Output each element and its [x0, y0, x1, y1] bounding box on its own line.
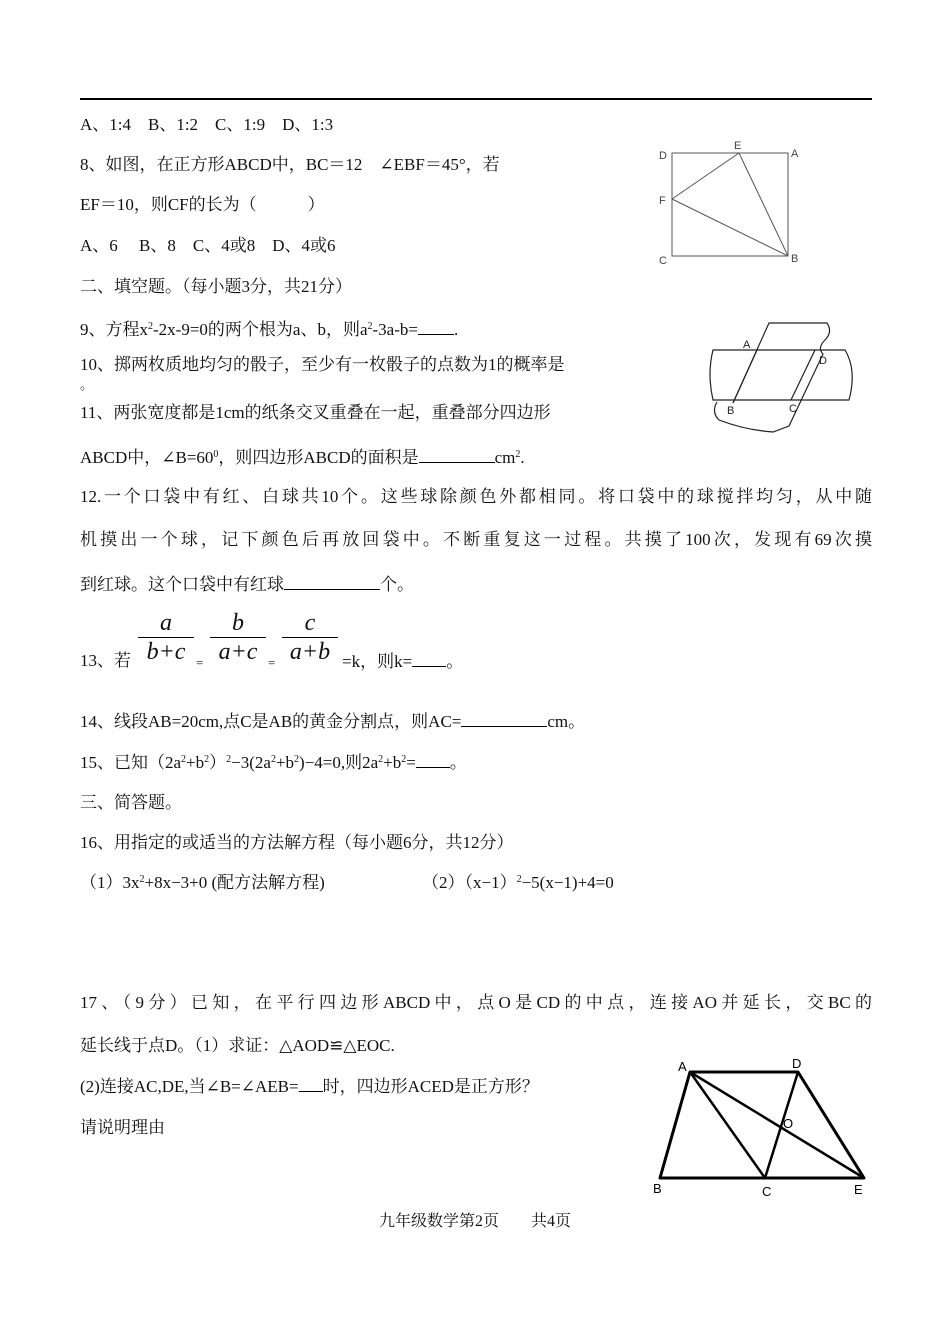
fig8-label-c: C — [659, 255, 667, 267]
q8-square-figure — [655, 135, 805, 267]
q15-sup-5: 2 — [294, 754, 300, 765]
header-rule — [80, 98, 872, 100]
q9-sup-2: 2 — [367, 321, 373, 332]
q13-answer-blank[interactable] — [412, 650, 446, 667]
fig17-label-c: C — [762, 1184, 772, 1199]
q17-line4: 请说明理由 — [80, 1118, 165, 1137]
q12-line1: 12.一个口袋中有红、白球共10个。这些球除颜色外都相同。将口袋中的球搅拌均匀，从中随 — [80, 487, 872, 506]
q17-line1: 17、（9分）已知，在平行四边形ABCD中，点O是CD的中点，连接AO并延长，交BC的 — [80, 993, 872, 1012]
q15-sup-3: 2 — [226, 754, 232, 765]
q15-d: −3(2a — [231, 753, 271, 772]
q13-end: 。 — [446, 652, 464, 671]
q12-line3 — [80, 573, 414, 596]
q16-title: 16、用指定的或适当的方法解方程（每小题6分，共12分） — [80, 833, 514, 852]
q15-sup-2: 2 — [204, 754, 210, 765]
page-footer: 九年级数学第2页 共4页 — [378, 1213, 571, 1230]
q13-fraction-3 — [282, 609, 338, 666]
q9-mid2: -3a-b= — [372, 320, 418, 339]
q15-b: +b — [186, 753, 205, 772]
q13-tail — [342, 650, 463, 673]
q11-line2 — [80, 446, 525, 469]
q15-sup-4: 2 — [270, 754, 276, 765]
q9-answer-blank[interactable] — [418, 318, 454, 335]
q17-parallelogram-figure — [648, 1054, 878, 1202]
q12-answer-blank[interactable] — [284, 573, 380, 590]
q10-line1: 10、掷两枚质地均匀的骰子，至少有一枚骰子的点数为1的概率是 — [80, 355, 565, 374]
q11-strips-figure — [705, 318, 855, 438]
q13-fraction-2 — [210, 609, 266, 666]
q13-fraction-1 — [138, 609, 194, 666]
q17-line2: 延长线于点D。（1）求证：△AOD≌△EOC. — [80, 1036, 395, 1055]
q13-frac1-num: a — [138, 609, 194, 638]
fig17-label-a: A — [678, 1059, 687, 1074]
q15-line — [80, 751, 467, 774]
q16-p1a: （1）3x — [80, 873, 140, 892]
q11-unit-sup: 2 — [515, 449, 521, 460]
q15-f: )−4=0,则2a — [299, 753, 379, 772]
q17-line3 — [80, 1075, 539, 1098]
fig17-label-o: O — [783, 1116, 794, 1131]
q11-end: . — [520, 448, 525, 467]
q8-options: A、6 B、8 C、4或8 D、4或6 — [80, 236, 336, 255]
q16-p1-sup: 2 — [139, 874, 145, 885]
fig11-label-c: C — [789, 403, 797, 415]
fig11-label-d: D — [819, 355, 827, 367]
fig8-label-e: E — [734, 140, 742, 152]
fig8-label-a: A — [791, 148, 799, 160]
q15-sup-6: 2 — [378, 754, 384, 765]
q15-sup-1: 2 — [181, 754, 187, 765]
q9-sup: 2 — [148, 321, 153, 332]
fig11-label-b: B — [727, 405, 735, 417]
q13-frac2-den: a+c — [218, 639, 258, 665]
q13-tail-text: =k，则k= — [342, 652, 413, 671]
q15-e: +b — [275, 753, 295, 772]
q14-text: 14、线段AB=20cm,点C是AB的黄金分割点，则AC= — [80, 712, 462, 731]
q11-degree-sup: 0 — [213, 449, 219, 460]
q11-unit: cm — [494, 448, 516, 467]
q8-line1: 8、如图，在正方形ABCD中，BC＝12 ∠EBF＝45°，若 — [80, 155, 500, 174]
q14-line — [80, 710, 585, 733]
q9-end: . — [453, 320, 459, 339]
q13-frac1-den: b+c — [146, 639, 186, 665]
q13-prefix: 13、若 — [80, 651, 131, 670]
q11-line2b: ，则四边形ABCD的面积是 — [218, 448, 419, 467]
q15-g: +b — [383, 753, 402, 772]
q16-p2-sup: 2 — [516, 874, 522, 885]
q12-line3a: 到红球。这个口袋中有红球 — [80, 575, 284, 594]
q10-line2: 。 — [80, 377, 94, 392]
q13-frac2-num: b — [210, 609, 266, 638]
q17-answer-blank[interactable] — [299, 1075, 323, 1092]
q12-line3b: 个。 — [380, 575, 414, 594]
q15-answer-blank[interactable] — [416, 751, 450, 768]
section2-title: 二、填空题。（每小题3分，共21分） — [80, 277, 352, 296]
q11-answer-blank[interactable] — [419, 446, 495, 463]
q16-p2a: （2）（x−1） — [422, 873, 517, 892]
fig11-label-a: A — [743, 339, 751, 351]
q13-eq-1: = — [196, 655, 204, 670]
q17-line3a: (2)连接AC,DE,当∠B=∠AEB= — [80, 1077, 299, 1096]
q11-line2a: ABCD中，∠B=60 — [80, 448, 214, 467]
q15-a: 15、已知（2a — [80, 753, 182, 772]
q7-options: A、1:4 B、1:2 C、1:9 D、1:3 — [80, 115, 334, 134]
q13-frac3-den: a+b — [289, 639, 331, 665]
fig17-label-b: B — [653, 1181, 662, 1196]
q16-p2b: −5(x−1)+4=0 — [521, 873, 614, 892]
fig8-label-b: B — [791, 253, 799, 265]
fig17-label-d: D — [792, 1056, 802, 1071]
q8-line2: EF＝10，则CF的长为（ ） — [80, 195, 325, 214]
q12-line2: 机摸出一个球，记下颜色后再放回袋中。不断重复这一过程。共摸了100次，发现有69次摸 — [80, 530, 872, 549]
q9-line — [80, 318, 458, 341]
q15-end: 。 — [449, 753, 467, 772]
section3-title: 三、简答题。 — [80, 793, 182, 812]
q15-h: = — [406, 753, 416, 772]
q13-frac3-num: c — [282, 609, 338, 638]
q13-eq-2: = — [268, 655, 276, 670]
fig17-label-e: E — [854, 1182, 863, 1197]
q14-end: cm。 — [547, 712, 586, 731]
q15-sup-7: 2 — [401, 754, 407, 765]
fig8-label-f: F — [659, 195, 666, 207]
q9-mid1: -2x-9=0的两个根为a、b，则a — [153, 320, 368, 339]
q16-p1b: +8x−3+0 (配方法解方程) — [144, 873, 325, 892]
q17-line3b: 时，四边形ACED是正方形？ — [322, 1077, 539, 1096]
q16-part1 — [80, 872, 325, 894]
fig8-label-d: D — [659, 150, 667, 162]
q14-answer-blank[interactable] — [461, 710, 547, 727]
q9-prefix: 9、方程x — [80, 320, 148, 339]
q11-line1: 11、两张宽度都是1cm的纸条交叉重叠在一起，重叠部分四边形 — [80, 403, 551, 422]
q15-c: ） — [209, 753, 227, 772]
q16-part2 — [422, 872, 614, 894]
